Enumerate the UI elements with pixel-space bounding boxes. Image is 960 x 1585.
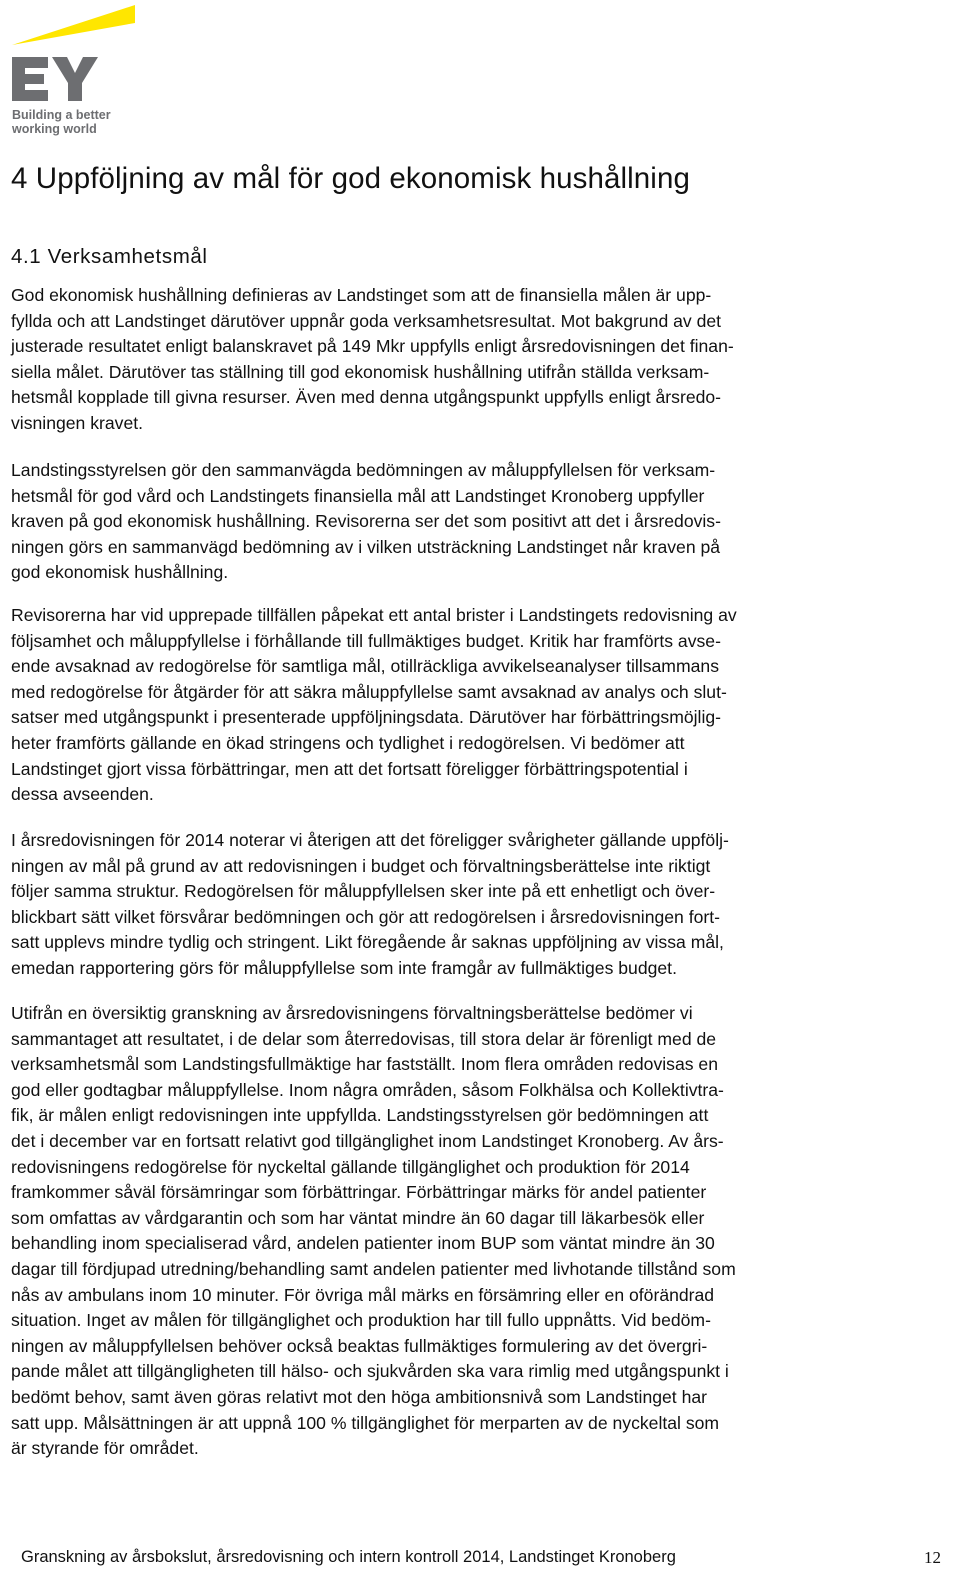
text-line: Revisorerna har vid upprepade tillfällen påpekat ett antal brister i Landstingets redovisning av xyxy=(11,605,737,625)
text-line: satt upp. Målsättningen är att uppnå 100 % tillgänglighet för merparten av de nyckeltal som xyxy=(11,1412,720,1433)
text-line: nås av ambulans inom 10 minuter. För övriga mål märks en försämring eller en oförändrad xyxy=(11,1284,715,1305)
text-line: redovisningens redogörelse för nyckeltal gällande tillgänglighet och produktion för 2014 xyxy=(11,1156,690,1177)
text-line: sammantaget att resultatet, i de delar som återredovisas, till stora delar är förenligt med de xyxy=(11,1028,717,1049)
paragraph xyxy=(11,283,951,437)
text-line: god eller godtagbar måluppfyllelse. Inom några områden, såsom Folkhälsa och Kollektivtra- xyxy=(11,1079,724,1100)
text-line: fik, är målen enligt redovisningen inte uppfyllda. Landstingsstyrelsen gör bedömningen att xyxy=(11,1105,709,1126)
text-line: ende avsaknad av redogörelse för samtliga mål, otillräckliga avvikelseanalyser tillsammans xyxy=(11,656,719,677)
text-line: visningen kravet. xyxy=(11,412,144,433)
text-line: framkommer såväl försämringar som förbättringar. Förbättringar märks för andel patienter xyxy=(11,1182,707,1203)
text-line: satt upplevs mindre tydlig och stringent. Likt föregående år saknas uppföljning av vissa mål, xyxy=(11,932,724,953)
text-line: med redogörelse för åtgärder för att säkra måluppfyllelse samt avsaknad av analys och slut- xyxy=(11,681,727,702)
paragraph xyxy=(11,603,951,808)
text-line: behandling inom specialiserad vård, andelen patienter inom BUP som väntat mindre än 30 xyxy=(11,1233,715,1254)
text-line: fyllda och att Landstinget därutöver uppnår goda verksamhetsresultat. Mot bakgrund av det xyxy=(11,310,722,331)
text-line: dagar till fördjupad utredning/behandling samt andelen patienter med livhotande tillstånd som xyxy=(11,1258,736,1279)
ey-logo xyxy=(10,5,140,140)
ey-logo-beam xyxy=(12,5,135,45)
page-number: 12 xyxy=(924,1548,941,1567)
text-line: ningen av mål på grund av att redovisningen i budget och förvaltningsberättelse inte riktigt xyxy=(11,855,711,876)
text-line: det i december var en fortsatt relativt god tillgänglighet inom Landstinget Kronoberg. Av års- xyxy=(11,1130,724,1151)
ey-logo-tagline: Building a better working world xyxy=(12,108,111,136)
text-line: pande målet att tillgängligheten till hälso- och sjukvården ska vara rimlig med utgångspunkt i xyxy=(11,1361,729,1382)
text-line: ningen av måluppfyllelsen behöver också beaktas fullmäktiges formulering av det övergri- xyxy=(11,1335,708,1356)
footer-text: Granskning av årsbokslut, årsredovisning och intern kontroll 2014, Landstinget Kronoberg xyxy=(21,1548,676,1566)
text-line: är styrande för området. xyxy=(11,1438,199,1459)
ey-logo-graphic xyxy=(10,5,140,105)
paragraph xyxy=(11,828,951,982)
section-heading: 4 Uppföljning av mål för god ekonomisk hushållning xyxy=(11,162,690,195)
text-line: följer samma struktur. Redogörelsen för måluppfyllelsen sker inte på ett enhetligt och över- xyxy=(11,881,716,902)
text-line: verksamhetsmål som Landstingsfullmäktige har fastställt. Inom flera områden redovisas en xyxy=(11,1054,718,1075)
text-line: justerade resultatet enligt balanskravet på 149 Mkr uppfylls enligt årsredovisningen det finan- xyxy=(11,336,734,357)
ey-logo-letter-e xyxy=(12,57,48,101)
text-line: hetsmål kopplade till givna resurser. Även med denna utgångspunkt uppfylls enligt årsredo- xyxy=(11,387,722,408)
text-line: som omfattas av vårdgarantin och som har väntat mindre än 60 dagar till läkarbesök eller xyxy=(11,1207,705,1228)
text-line: I årsredovisningen för 2014 noterar vi återigen att det föreligger svårigheter gällande uppfölj- xyxy=(11,830,729,850)
text-line: kraven på god ekonomisk hushållning. Revisorerna ser det som positivt att det i årsredovis- xyxy=(11,511,721,532)
text-line: Landstingsstyrelsen gör den sammanvägda bedömningen av måluppfyllelsen för verksam- xyxy=(11,460,716,480)
text-line: dessa avseenden. xyxy=(11,784,154,805)
text-line: bedömt behov, samt även göras relativt mot den höga ambitionsnivå som Landstinget har xyxy=(11,1386,708,1407)
text-line: följsamhet och måluppfyllelse i förhållande till fullmäktiges budget. Kritik har framförts avse- xyxy=(11,630,721,651)
text-line: Utifrån en översiktig granskning av årsredovisningens förvaltningsberättelse bedömer vi xyxy=(11,1003,693,1023)
text-line: emedan rapportering görs för måluppfyllelse som inte framgår av fullmäktiges budget. xyxy=(11,957,677,978)
text-line: siella målet. Därutöver tas ställning till god ekonomisk hushållning utifrån ställda verksam- xyxy=(11,361,710,382)
text-line: hetsmål för god vård och Landstingets finansiella mål att Landstinget Kronoberg uppfyller xyxy=(11,485,705,506)
text-line: God ekonomisk hushållning definieras av Landstinget som att de finansiella målen är upp- xyxy=(11,285,712,305)
page-footer xyxy=(21,1548,941,1567)
text-line: satser med utgångspunkt i presenterade uppföljningsdata. Därutöver har förbättringsmöjlig- xyxy=(11,707,722,728)
text-line: god ekonomisk hushållning. xyxy=(11,562,229,583)
text-line: situation. Inget av målen för tillgänglighet och produktion har till fullo uppnåtts. Vid bedöm- xyxy=(11,1310,711,1331)
subsection-heading: 4.1 Verksamhetsmål xyxy=(11,245,208,268)
text-line: ningen görs en sammanvägd bedömning av i vilken utsträckning Landstinget når kraven på xyxy=(11,536,721,557)
ey-logo-letter-y xyxy=(52,57,98,101)
text-line: Landstinget gjort vissa förbättringar, men att det fortsatt föreligger förbättringspotential i xyxy=(11,758,688,779)
text-line: heter framförts gällande en ökad stringens och tydlighet i redogörelsen. Vi bedömer att xyxy=(11,732,685,753)
paragraph xyxy=(11,1001,951,1462)
paragraph xyxy=(11,458,951,586)
text-line: blickbart sätt vilket försvårar bedömningen och gör att redogörelsen i årsredovisningen fort- xyxy=(11,906,720,927)
